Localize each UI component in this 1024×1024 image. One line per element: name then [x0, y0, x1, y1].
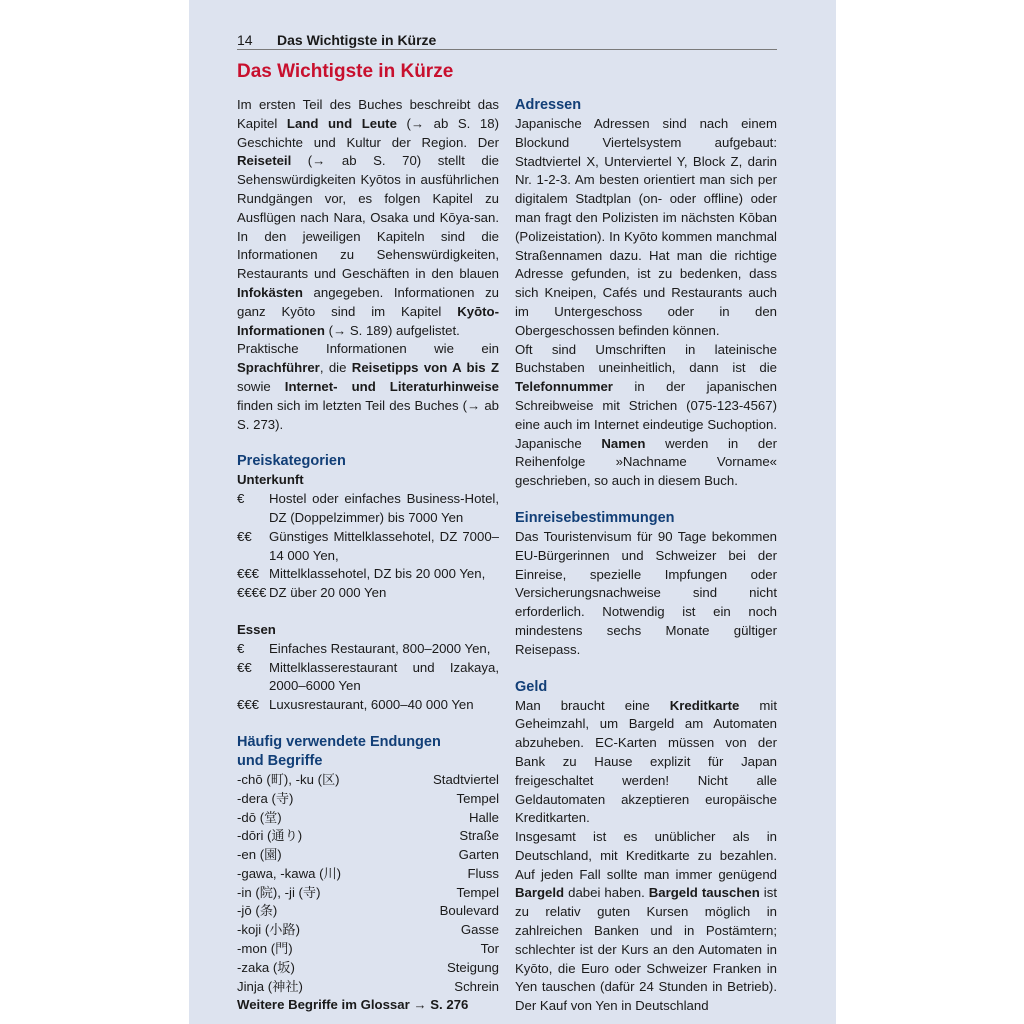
- price-symbol: €: [237, 640, 245, 656]
- price-text: Hostel oder einfaches Business-Hotel, DZ (Doppelzimmer) bis 7000 Yen: [269, 491, 499, 525]
- intro-text: Praktische Informationen wie ein: [237, 341, 499, 357]
- price-row: [237, 490, 499, 528]
- body-text: Oft sind Umschriften in lateinische Buchstaben uneinheitlich, dann ist die: [515, 341, 777, 376]
- body-text: mit Geheimzahl, um Bargeld am Automaten abzuheben. EC-Karten müssen von der Bank zu Hause explizit für Japan freigeschaltet werden! Nicht alle Geldautomaten akzeptieren europäische Kreditkarten.: [515, 697, 777, 826]
- intro-text: finden sich im letzten Teil des Buches (→ ab S. 273).: [237, 397, 499, 432]
- price-text: Einfaches Restaurant, 800–2000 Yen,: [269, 640, 491, 656]
- body-text: dabei haben.: [564, 885, 649, 901]
- meaning: Gasse: [460, 922, 499, 938]
- meaning: Steigung: [446, 959, 499, 975]
- right-column: [515, 96, 777, 1016]
- intro-bold: Kyōto-Informationen: [237, 303, 499, 338]
- term: -mon (門): [237, 941, 293, 957]
- price-row: [237, 528, 499, 566]
- meaning: Halle: [468, 809, 499, 825]
- geld-heading: Geld: [515, 678, 548, 695]
- price-row: [237, 640, 499, 659]
- list-item: [237, 902, 499, 921]
- body-bold: Bargeld tauschen: [648, 885, 760, 901]
- term: -en (園): [237, 847, 282, 863]
- list-item: [237, 771, 499, 790]
- essen-list: [237, 640, 499, 715]
- list-item: [237, 809, 499, 828]
- adressen-paragraph: Japanische Adressen sind nach einem Blockund Viertelsystem aufgebaut: Stadtviertel X, Unterviertel Y, Block Z, darin Nr. 1-2-3. Am besten orientiert man sich per digitalem Stadtplan (on- oder offline) oder man fragt den Polizisten im nächsten Kōban (Polizeistation). In Kyōto kommen manchmal Straßennamen dazu. Hat man die richtige Adresse gefunden, ist zu bedenken, dass sich Kneipen, Cafés und Restaurants auch im Untergeschoss oder in den Obergeschossen befinden können.: [515, 116, 777, 338]
- adressen-heading: Adressen: [515, 97, 582, 113]
- meaning: Straße: [459, 828, 499, 844]
- price-text: Luxusrestaurant, 6000–40 000 Yen: [269, 697, 474, 713]
- intro-paragraph-2: [237, 340, 499, 434]
- book-page: [189, 0, 836, 1024]
- price-symbol: €€: [237, 528, 252, 544]
- meaning: Schrein: [454, 978, 499, 994]
- price-symbol: €€€: [237, 566, 260, 582]
- running-header: [237, 31, 777, 50]
- body-text: ist zu relativ guten Kursen möglich in zahlreichen Banken und in Postämtern; schlechter ist der Kurs an den Automaten in Kyōto, die Euro oder Schweizer Franken in Yen tauschen (dafür 24 Stunden in Betrieb). Der Kauf von Yen in Deutschland: [515, 885, 777, 1014]
- meaning: Boulevard: [439, 903, 499, 919]
- intro-text: , die: [319, 360, 352, 376]
- page-number: 14: [237, 32, 253, 48]
- price-text: Mittelklassehotel, DZ bis 20 000 Yen,: [269, 566, 486, 582]
- intro-text: angegeben. Informationen zu ganz Kyōto sind im Kapitel: [237, 284, 499, 319]
- term: -chō (町), -ku (区): [237, 771, 340, 787]
- price-text: Günstiges Mittelklassehotel, DZ 7000–14 000 Yen,: [269, 528, 499, 563]
- left-column: [237, 96, 499, 1015]
- intro-bold: Reisetipps von A bis Z: [351, 360, 500, 376]
- term: Jinja (神社): [237, 978, 303, 994]
- intro-text: sowie: [237, 378, 285, 394]
- meaning: Tempel: [456, 790, 499, 806]
- price-row: [237, 584, 499, 603]
- einreise-paragraph: Das Touristenvisum für 90 Tage bekommen EU-Bürgerinnen und Schweizer bei der Einreise, spezielle Impfungen oder Versicherungsnachweise sind nicht erforderlich. Notwendig ist ein noch mindestens sechs Monate gültiger Reisepass.: [515, 528, 777, 657]
- meaning: Tor: [480, 941, 499, 957]
- list-item: [237, 827, 499, 846]
- intro-paragraph: [237, 96, 499, 340]
- price-symbol: €: [237, 491, 245, 507]
- unterkunft-heading: Unterkunft: [237, 472, 304, 488]
- unterkunft-list: [237, 490, 499, 603]
- adressen-paragraph-2: [515, 341, 777, 491]
- meaning: Stadtviertel: [433, 771, 499, 787]
- term: -gawa, -kawa (川): [237, 865, 342, 881]
- list-item: [237, 978, 499, 997]
- running-title: Das Wichtigste in Kürze: [277, 32, 437, 48]
- body-text: in der japanischen Schreibweise mit Strichen (075-123-4567) eine auch im Internet eindeutige Suchoption. Japanische: [515, 379, 777, 451]
- meaning: Garten: [458, 847, 499, 863]
- term: -jō (条): [237, 903, 278, 919]
- endungen-heading-line: Häufig verwendete Endungen: [237, 733, 441, 750]
- term: -dera (寺): [237, 790, 294, 806]
- price-row: [237, 659, 499, 697]
- price-text: DZ über 20 000 Yen: [269, 585, 387, 601]
- endungen-heading-line: und Begriffe: [237, 752, 323, 769]
- einreise-heading: Einreisebestimmungen: [515, 509, 675, 526]
- intro-text: (→ ab S. 18) Geschichte und Kultur der Region. Der: [237, 115, 499, 150]
- term: -koji (小路): [237, 922, 301, 938]
- list-item: [237, 790, 499, 809]
- list-item: [237, 921, 499, 940]
- term: -dōri (通り): [237, 828, 303, 844]
- meaning: Fluss: [467, 865, 499, 881]
- price-text: Mittelklasserestaurant und Izakaya, 2000–6000 Yen: [269, 659, 499, 694]
- meaning: Tempel: [456, 884, 499, 900]
- body-text: werden in der Reihenfolge »Nachname Vorname« geschrieben, so auch in diesem Buch.: [515, 435, 777, 489]
- intro-bold: Reiseteil: [237, 153, 292, 169]
- price-row: [237, 565, 499, 584]
- body-bold: Telefonnummer: [515, 379, 613, 395]
- intro-bold: Land und Leute: [286, 115, 397, 131]
- list-item: [237, 865, 499, 884]
- list-item: [237, 940, 499, 959]
- intro-bold: Internet- und Literaturhinweise: [284, 378, 499, 394]
- endungen-heading: [237, 733, 499, 771]
- price-symbol: €€€: [237, 697, 260, 713]
- price-row: [237, 696, 499, 715]
- intro-text: Im ersten Teil des Buches beschreibt das Kapitel: [237, 97, 499, 131]
- preis-heading: Preiskategorien: [237, 453, 346, 470]
- geld-paragraph-2: [515, 828, 777, 1016]
- endungen-list: [237, 771, 499, 997]
- geld-paragraph: [515, 697, 777, 829]
- list-item: [237, 846, 499, 865]
- term: -in (院), -ji (寺): [237, 884, 321, 900]
- intro-text: (→ S. 189) aufgelistet.: [324, 322, 460, 338]
- intro-bold: Sprachführer: [237, 360, 320, 376]
- body-text: Man braucht eine: [515, 697, 670, 713]
- body-bold: Kreditkarte: [669, 697, 740, 713]
- price-symbol: €€€€: [237, 585, 267, 601]
- list-item: [237, 959, 499, 978]
- term: -dō (堂): [237, 809, 282, 825]
- glossar-reference: Weitere Begriffe im Glossar → S. 276: [237, 997, 469, 1013]
- body-text: Insgesamt ist es unüblicher als in Deutschland, mit Kreditkarte zu bezahlen. Auf jeden Fall sollte man immer genügend: [515, 829, 777, 882]
- page-title: Das Wichtigste in Kürze: [237, 61, 454, 82]
- term: -zaka (坂): [237, 959, 295, 975]
- body-bold: Namen: [601, 435, 646, 451]
- intro-bold: Infokästen: [237, 284, 303, 300]
- essen-heading: Essen: [237, 621, 276, 637]
- price-symbol: €€: [237, 659, 252, 675]
- list-item: [237, 884, 499, 903]
- intro-text: (→ ab S. 70) stellt die Sehenswürdigkeiten Kyōtos in ausführlichen Rundgängen vor, es folgen Kapitel zu Ausflügen nach Nara, Osaka und Kōya-san. In den jeweiligen Kapiteln sind die Informationen zu Sehenswürdigkeiten, Restaurants und Geschäften in den blauen: [237, 153, 499, 282]
- body-bold: Bargeld: [515, 885, 565, 901]
